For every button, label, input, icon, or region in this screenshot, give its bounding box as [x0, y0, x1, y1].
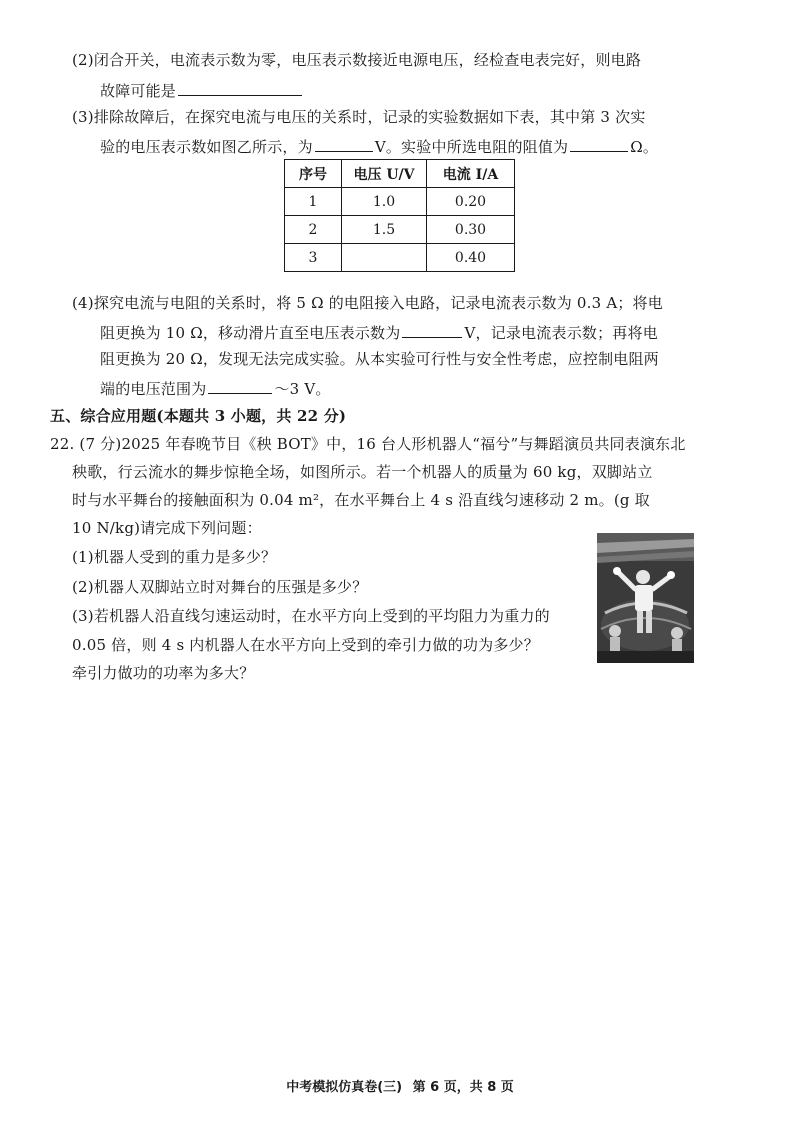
table-cell: 0.40: [427, 244, 515, 272]
q2-line-1: (2)闭合开关，电流表示数为零，电压表示数接近电源电压，经检查电表完好，则电路: [72, 51, 642, 69]
q3-line-2: [100, 135, 658, 157]
q4-line-1: (4)探究电流与电阻的关系时，将 5 Ω 的电阻接入电路，记录电流表示数为 0.3 A；将电: [72, 294, 663, 312]
table-header-row: [285, 160, 515, 188]
table-header: 序号: [285, 160, 342, 188]
section-title: 五、综合应用题(本题共 3 小题，共 22 分): [50, 407, 347, 425]
table-cell: 0.30: [427, 216, 515, 244]
q3-text-b: V。实验中所选电阻的阻值为: [374, 138, 569, 156]
table-row: [285, 244, 515, 272]
q22-sub-3-line-1: (3)若机器人沿直线匀速运动时，在水平方向上受到的平均阻力为重力的: [72, 607, 550, 625]
q4-line-3: 阻更换为 20 Ω，发现无法完成实验。从本实验可行性与安全性考虑，应控制电阻两: [100, 350, 659, 368]
table-cell: 1: [285, 188, 342, 216]
q2-text: 故障可能是: [100, 82, 177, 100]
table-row: [285, 188, 515, 216]
q22-sub-3-line-3: 牵引力做功的功率为多大？: [72, 664, 255, 682]
q4-text-c: 端的电压范围为: [100, 380, 207, 398]
q4-line-2: [100, 321, 658, 343]
q4-text-a: 阻更换为 10 Ω，移动滑片直至电压表示数为: [100, 324, 401, 342]
data-table: [284, 159, 515, 272]
footer-page-number: 第 6 页，共 8 页: [412, 1080, 514, 1095]
answer-blank-voltage[interactable]: [315, 135, 373, 152]
q22-line-1: 22. (7 分)2025 年春晚节目《秧 BOT》中，16 台人形机器人“福兮”与舞蹈演员共同表演东北: [50, 435, 686, 453]
q3-line-1: (3)排除故障后，在探究电流与电压的关系时，记录的实验数据如下表，其中第 3 次实: [72, 108, 646, 126]
table-cell: 0.20: [427, 188, 515, 216]
answer-blank-voltage-range[interactable]: [208, 377, 272, 394]
table-header: 电压 U/V: [342, 160, 427, 188]
table-header: 电流 I/A: [427, 160, 515, 188]
q4-line-4: [100, 377, 331, 399]
page-footer: [0, 1076, 800, 1095]
q22-line-3: 时与水平舞台的接触面积为 0.04 m²，在水平舞台上 4 s 沿直线匀速移动 2 m。(g 取: [72, 491, 650, 509]
robot-dance-photo: [597, 533, 694, 663]
q22-sub-1: (1)机器人受到的重力是多少？: [72, 548, 277, 566]
footer-title: 中考模拟仿真卷(三): [286, 1080, 403, 1095]
table-cell: 3: [285, 244, 342, 272]
answer-blank-resistance[interactable]: [570, 135, 628, 152]
q3-text-a: 验的电压表示数如图乙所示，为: [100, 138, 313, 156]
q22-sub-3-line-2: 0.05 倍，则 4 s 内机器人在水平方向上受到的牵引力做的功为多少？: [72, 636, 539, 654]
q4-text-d: ～3 V。: [274, 380, 331, 398]
q4-text-b: V，记录电流表示数；再将电: [464, 324, 658, 342]
table-cell: 1.0: [342, 188, 427, 216]
q22-line-2: 秧歌，行云流水的舞步惊艳全场，如图所示。若一个机器人的质量为 60 kg，双脚站立: [72, 463, 653, 481]
q22-sub-2: (2)机器人双脚站立时对舞台的压强是多少？: [72, 578, 368, 596]
answer-blank-voltage-setting[interactable]: [402, 321, 462, 338]
answer-blank-fault[interactable]: [178, 79, 302, 96]
table-cell: 1.5: [342, 216, 427, 244]
q22-line-4: 10 N/kg)请完成下列问题：: [72, 519, 262, 537]
q2-line-2: [100, 79, 304, 101]
table-row: [285, 216, 515, 244]
q3-text-c: Ω。: [630, 138, 659, 156]
table-cell-empty-voltage[interactable]: [342, 244, 427, 272]
table-cell: 2: [285, 216, 342, 244]
